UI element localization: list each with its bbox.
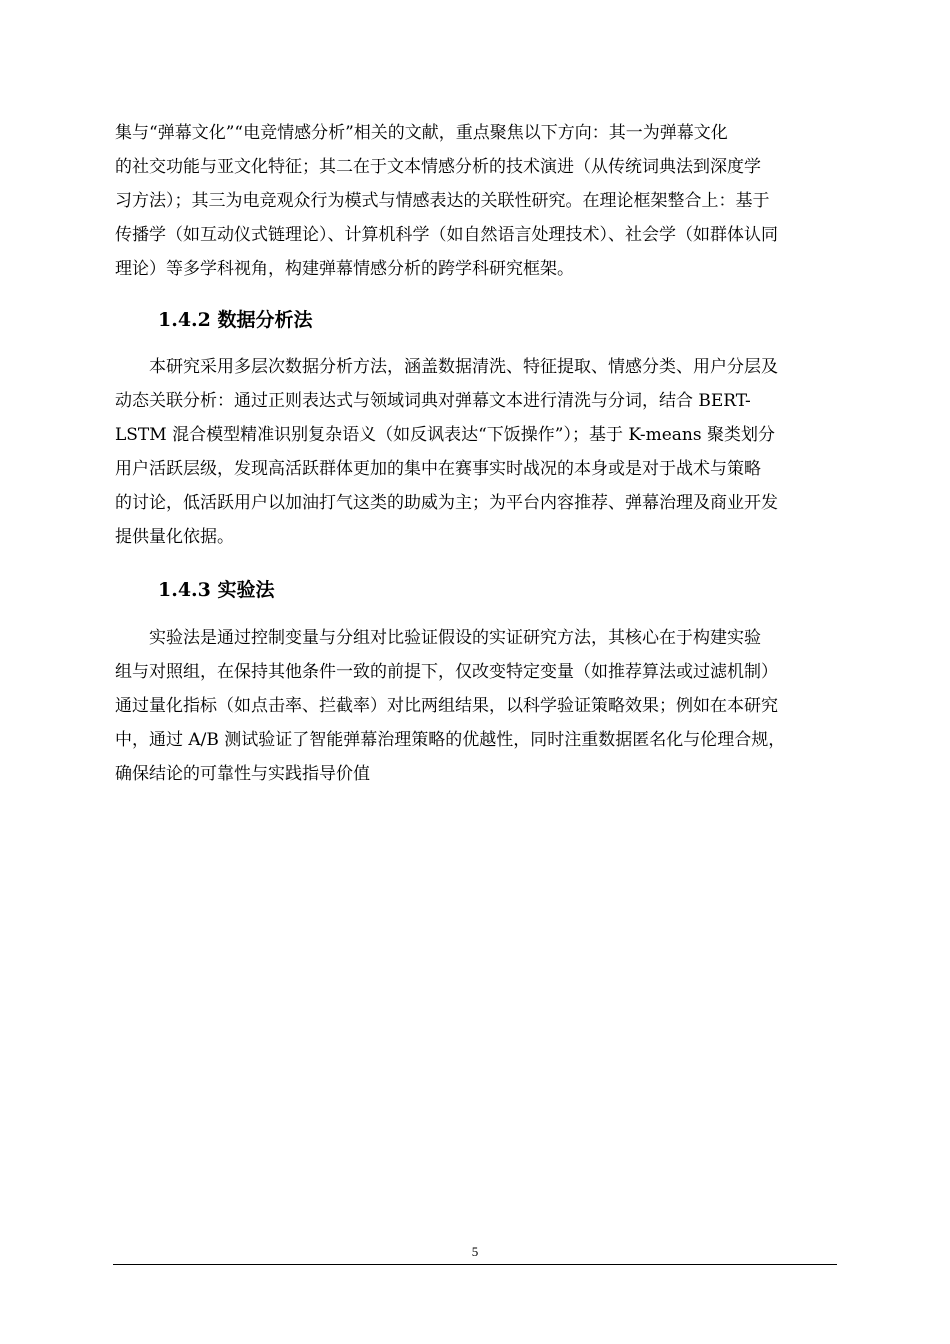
text-line: 的讨论，低活跃用户以加油打气这类的助威为主；为平台内容推荐、弹幕治理及商业开发 [115, 493, 778, 513]
text-line: 动态关联分析：通过正则表达式与领域词典对弹幕文本进行清洗与分词，结合 BERT- [115, 391, 751, 411]
paragraph-data-analysis [115, 350, 842, 554]
text-line: 通过量化指标（如点击率、拦截率）对比两组结果，以科学验证策略效果；例如在本研究 [115, 696, 778, 716]
text-line: 本研究采用多层次数据分析方法，涵盖数据清洗、特征提取、情感分类、用户分层及 [149, 357, 778, 377]
heading-data-analysis: 1.4.2 数据分析法 [158, 309, 313, 331]
text-line: 提供量化依据。 [115, 527, 234, 547]
text-line: 传播学（如互动仪式链理论）、计算机科学（如自然语言处理技术）、社会学（如群体认同 [115, 225, 778, 245]
text-line: 确保结论的可靠性与实践指导价值 [115, 764, 370, 784]
text-line: 集与“弹幕文化”“电竞情感分析”相关的文献，重点聚焦以下方向：其一为弹幕文化 [115, 123, 728, 143]
page-number: 5 [471, 1244, 479, 1259]
text-line: 用户活跃层级，发现高活跃群体更加的集中在赛事实时战况的本身或是对于战术与策略 [115, 459, 761, 479]
text-line: 实验法是通过控制变量与分组对比验证假设的实证研究方法，其核心在于构建实验 [149, 628, 761, 648]
text-line: 理论）等多学科视角，构建弹幕情感分析的跨学科研究框架。 [115, 259, 574, 279]
paragraph-literature-review [115, 116, 842, 286]
text-line: LSTM 混合模型精准识别复杂语义（如反讽表达“下饭操作”）；基于 K-means 聚类划分 [115, 425, 775, 445]
footer-divider [113, 1264, 837, 1265]
heading-experiment: 1.4.3 实验法 [158, 579, 275, 601]
text-line: 的社交功能与亚文化特征；其二在于文本情感分析的技术演进（从传统词典法到深度学 [115, 157, 761, 177]
text-line: 中，通过 A/B 测试验证了智能弹幕治理策略的优越性，同时注重数据匿名化与伦理合规， [115, 730, 786, 750]
paragraph-experiment [115, 621, 842, 791]
text-line: 组与对照组，在保持其他条件一致的前提下，仅改变特定变量（如推荐算法或过滤机制） [115, 662, 778, 682]
text-line: 习方法）；其三为电竞观众行为模式与情感表达的关联性研究。在理论框架整合上：基于 [115, 191, 770, 211]
